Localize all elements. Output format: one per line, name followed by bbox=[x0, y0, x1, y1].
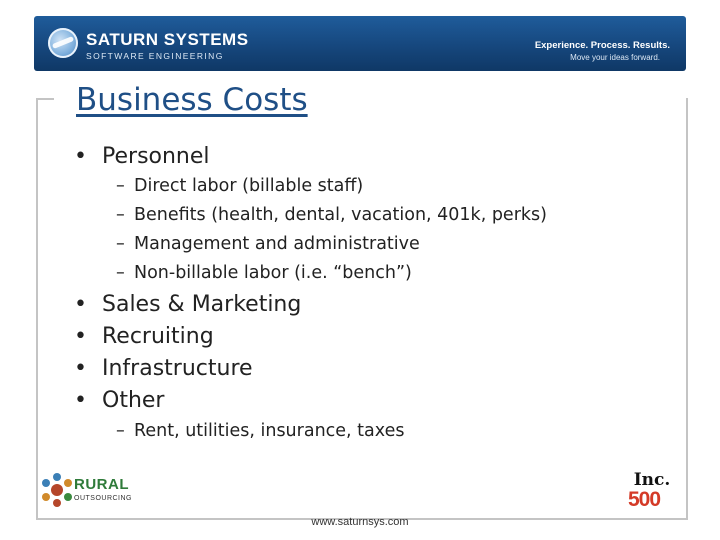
sub-bullet-item bbox=[116, 263, 412, 283]
dash-icon: – bbox=[116, 176, 125, 196]
bullet-icon: • bbox=[74, 324, 87, 349]
inc-500-logo bbox=[628, 470, 684, 514]
sub-bullet-item bbox=[116, 234, 420, 254]
bullet-icon: • bbox=[74, 356, 87, 381]
bullet-item bbox=[74, 324, 214, 349]
bullet-item bbox=[74, 292, 301, 317]
sub-bullet-text: Non-billable labor (i.e. “bench”) bbox=[134, 263, 412, 283]
bullet-text: Other bbox=[102, 388, 165, 413]
header-banner bbox=[34, 16, 686, 71]
bullet-text: Sales & Marketing bbox=[102, 292, 302, 317]
bullet-item bbox=[74, 388, 164, 413]
saturn-logo-icon bbox=[48, 28, 78, 58]
sub-bullet-text: Benefits (health, dental, vacation, 401k, perks) bbox=[134, 205, 547, 225]
slide-title: Business Costs bbox=[76, 82, 308, 118]
bullet-text: Recruiting bbox=[102, 324, 214, 349]
tagline-sub: Move your ideas forward. bbox=[570, 53, 660, 62]
sub-bullet-text: Rent, utilities, insurance, taxes bbox=[134, 421, 405, 441]
rural-logo-word: RURAL bbox=[74, 476, 129, 493]
sub-bullet-text: Management and administrative bbox=[134, 234, 420, 254]
dash-icon: – bbox=[116, 234, 125, 254]
company-name: SATURN SYSTEMS bbox=[86, 30, 249, 49]
bullet-item bbox=[74, 144, 210, 169]
dash-icon: – bbox=[116, 421, 125, 441]
sub-bullet-item bbox=[116, 205, 547, 225]
bullet-icon: • bbox=[74, 144, 87, 169]
bullet-text: Personnel bbox=[102, 144, 210, 169]
rural-outsourcing-logo bbox=[40, 472, 140, 514]
bullet-item bbox=[74, 356, 253, 381]
sub-bullet-item bbox=[116, 421, 404, 441]
dash-icon: – bbox=[116, 205, 125, 225]
footer-url: www.saturnsys.com bbox=[311, 516, 409, 528]
inc-logo-word: Inc. bbox=[633, 470, 671, 490]
tagline: Experience. Process. Results. bbox=[534, 40, 670, 51]
bullet-text: Infrastructure bbox=[102, 356, 253, 381]
dash-icon: – bbox=[116, 263, 125, 283]
bullet-icon: • bbox=[74, 292, 87, 317]
gear-people-icon bbox=[40, 472, 74, 508]
bullet-icon: • bbox=[74, 388, 87, 413]
rural-logo-sub: OUTSOURCING bbox=[74, 495, 132, 502]
sub-bullet-item bbox=[116, 176, 363, 196]
company-subtitle: SOFTWARE ENGINEERING bbox=[86, 51, 224, 61]
sub-bullet-text: Direct labor (billable staff) bbox=[134, 176, 364, 196]
frame-corner bbox=[36, 98, 54, 100]
inc-logo-number: 500 bbox=[628, 488, 661, 511]
